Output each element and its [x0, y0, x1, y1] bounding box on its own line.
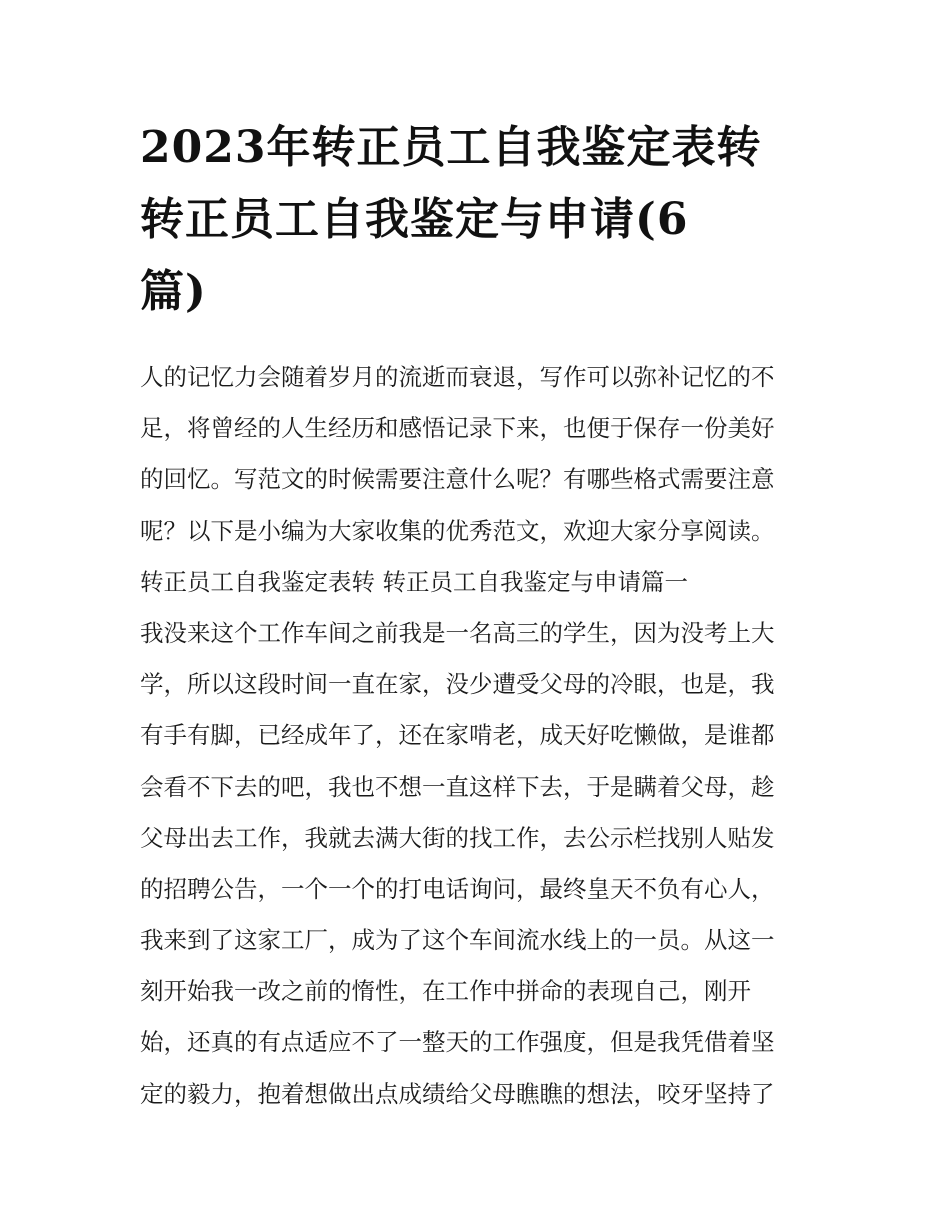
document-body	[140, 352, 830, 1120]
body-line: 的招聘公告，一个一个的打电话询问，最终皇天不负有心人，	[140, 874, 775, 903]
body-line: 学，所以这段时间一直在家，没少遭受父母的冷眼，也是，我	[140, 670, 775, 699]
body-line: 始，还真的有点适应不了一整天的工作强度，但是我凭借着坚	[140, 1028, 775, 1057]
body-line: 的回忆。写范文的时候需要注意什么呢？有哪些格式需要注意	[140, 465, 775, 494]
title-line: 2023年转正员工自我鉴定表转	[140, 122, 762, 173]
body-line: 定的毅力，抱着想做出点成绩给父母瞧瞧的想法，咬牙坚持了	[140, 1079, 775, 1108]
body-line: 我没来这个工作车间之前我是一名高三的学生，因为没考上大	[140, 618, 775, 647]
body-line: 有手有脚，已经成年了，还在家啃老，成天好吃懒做，是谁都	[140, 721, 775, 750]
title-line: 篇)	[140, 266, 207, 317]
body-line: 呢？以下是小编为大家收集的优秀范文，欢迎大家分享阅读。	[140, 516, 775, 545]
title-line: 转正员工自我鉴定与申请(6	[140, 194, 689, 245]
body-line: 刻开始我一改之前的惰性，在工作中拼命的表现自己，刚开	[140, 977, 751, 1006]
body-line: 人的记忆力会随着岁月的流逝而衰退，写作可以弥补记忆的不	[140, 363, 775, 391]
body-line: 我来到了这家工厂，成为了这个车间流水线上的一员。从这一	[140, 926, 775, 955]
body-line: 足，将曾经的人生经历和感悟记录下来，也便于保存一份美好	[140, 414, 775, 443]
body-line: 父母出去工作，我就去满大街的找工作，去公示栏找别人贴发	[140, 823, 775, 852]
document-title	[140, 112, 820, 328]
section-heading: 转正员工自我鉴定表转 转正员工自我鉴定与申请篇一	[140, 567, 688, 596]
body-line: 会看不下去的吧，我也不想一直这样下去，于是瞒着父母，趁	[140, 772, 775, 801]
